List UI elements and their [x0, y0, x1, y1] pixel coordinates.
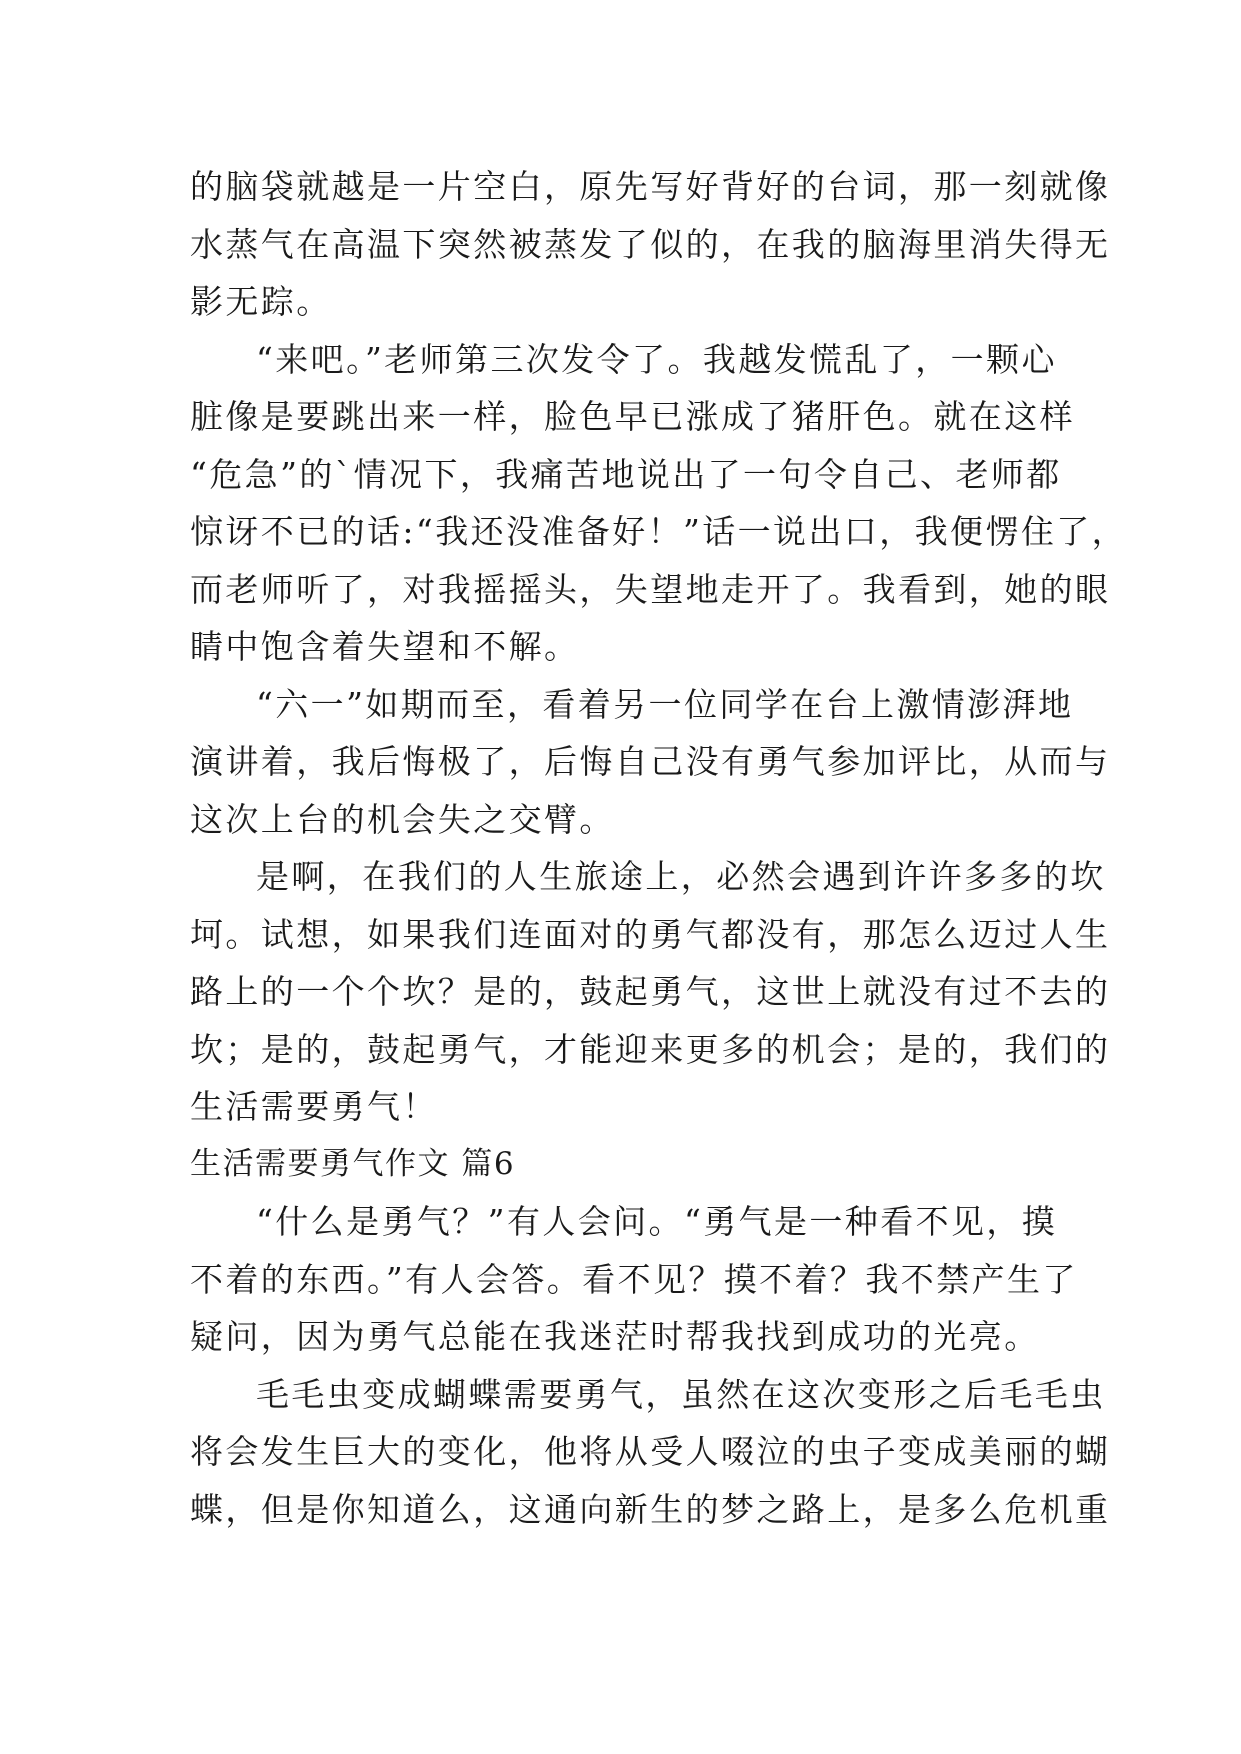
text-line: 而老师听了，对我摇摇头，失望地走开了。我看到，她的眼: [190, 569, 1111, 609]
text-line: 生活需要勇气！: [190, 1087, 438, 1126]
paragraph-1: [190, 158, 1111, 331]
text-line: 坷。试想，如果我们连面对的勇气都没有，那怎么迈过人生: [190, 914, 1111, 954]
text-line: “什么是勇气？”有人会问。“勇气是一种看不见，摸: [256, 1202, 1058, 1241]
text-line: “危急”的`情况下，我痛苦地说出了一句令自己、老师都: [190, 454, 1062, 494]
text-line: 将会发生巨大的变化，他将从受人啜泣的虫子变成美丽的蝴: [190, 1432, 1111, 1471]
text-line: 疑问，因为勇气总能在我迷茫时帮我找到成功的光亮。: [190, 1317, 1040, 1356]
text-line: “来吧。”老师第三次发令了。我越发慌乱了，一颗心: [256, 339, 1057, 379]
paragraph-6: [190, 1366, 1111, 1539]
text-line: “六一”如期而至，看着另一位同学在台上激情澎湃地: [256, 684, 1074, 724]
section-heading: 生活需要勇气作文 篇6: [190, 1145, 516, 1182]
text-line: 蝶，但是你知道么，这通向新生的梦之路上，是多么危机重: [190, 1489, 1111, 1529]
text-line: 脏像是要跳出来一样，脸色早已涨成了猪肝色。就在这样: [190, 397, 1075, 436]
text-line: 不着的东西。”有人会答。看不见？摸不着？我不禁产生了: [190, 1259, 1078, 1299]
paragraph-3: [190, 676, 1111, 849]
paragraph-5: [190, 1193, 1078, 1366]
text-line: 水蒸气在高温下突然被蒸发了似的，在我的脑海里消失得无: [190, 224, 1111, 264]
text-line: 演讲着，我后悔极了，后悔自己没有勇气参加评比，从而与: [190, 742, 1111, 781]
paragraph-4: [190, 848, 1111, 1136]
text-line: 是啊，在我们的人生旅途上，必然会遇到许许多多的坎: [256, 857, 1106, 896]
text-line: 影无踪。: [190, 282, 332, 321]
text-line: 睛中饱含着失望和不解。: [190, 627, 580, 666]
text-line: 这次上台的机会失之交臂。: [190, 799, 615, 839]
paragraph-2: [190, 331, 1128, 676]
text-line: 路上的一个个坎？是的，鼓起勇气，这世上就没有过不去的: [190, 972, 1111, 1011]
text-line: 的脑袋就越是一片空白，原先写好背好的台词，那一刻就像: [190, 167, 1111, 206]
text-line: 惊讶不已的话:“我还没准备好！”话一说出口，我便愣住了，: [190, 512, 1128, 551]
text-line: 毛毛虫变成蝴蝶需要勇气，虽然在这次变形之后毛毛虫: [256, 1374, 1106, 1414]
document-body: [190, 158, 1128, 1538]
text-line: 坎；是的，鼓起勇气，才能迎来更多的机会；是的，我们的: [190, 1029, 1111, 1069]
